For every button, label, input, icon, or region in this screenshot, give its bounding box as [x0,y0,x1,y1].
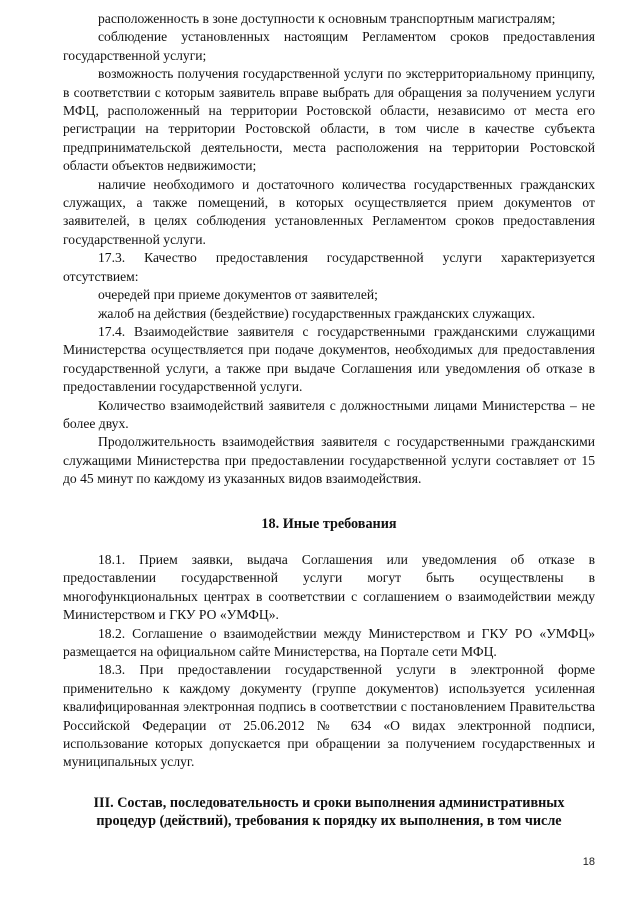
paragraph-transport: расположенность в зоне доступности к основным транспортным магистралям; [98,11,556,26]
paragraph-18-2: 18.2. Соглашение о взаимодействии между Министерством и ГКУ РО «УМФЦ» размещается на официальном сайте Министерства, на Портале сети МФЦ. [63,625,595,659]
page-number: 18 [582,856,595,868]
paragraph-17-3: 17.3. Качество предоставления государственной услуги характеризуется отсутствием: [63,250,595,284]
paragraph-extraterritorial: возможность получения государственной услуги по экстерриториальному принципу, в соответствии с которым заявитель вправе выбрать для обращения за получением услуги МФЦ, расположенный на территории Ростовской области, независимо от места его регистрации на территории Ростовской области, в том числе в качестве субъекта предпринимательской деятельности, места расположения на территории Ростовской области объектов недвижимости; [63,66,595,174]
paragraph-deadlines: соблюдение установленных настоящим Регламентом сроков предоставления государственной услуги; [63,29,595,63]
paragraph-queues: очередей при приеме документов от заявителей; [98,287,378,303]
paragraph-complaints: жалоб на действия (бездействие) государственных гражданских служащих. [98,305,536,321]
paragraph-17-4: 17.4. Взаимодействие заявителя с государственными гражданскими служащими Министерства осуществляется при подаче документов, необходимых для предоставления государственной услуги, а также при выдаче Соглашения или уведомления об отказе в предоставлении государственной услуги. [63,323,595,395]
paragraph-interaction-count: Количество взаимодействий заявителя с должностными лицами Министерства – не более двух. [63,397,595,431]
part-3-heading: III. Состав, последовательность и сроки выполнения административных процедур (действий), требования к порядку их выполнения, в том числе [93,794,565,830]
paragraph-18-1: 18.1. Прием заявки, выдача Соглашения или уведомления об отказе в предоставлении государственной услуги могут быть осуществлены в многофункциональных центрах в соответствии с соглашением о взаимодействии между Министерством и ГКУ РО «УМФЦ». [63,551,595,623]
paragraph-interaction-duration: Продолжительность взаимодействия заявителя с государственными гражданскими служащими Министерства при предоставлении государственной услуги составляет от 15 до 45 минут по каждому из указанных видов взаимодействия. [63,434,595,487]
paragraph-18-3: 18.3. При предоставлении государственной услуги в электронной форме применительно к каждому документу (группе документов) используется усиленная квалифицированная электронная подпись в соответствии с постановлением Правительства Российской Федерации от 25.06.2012 № 634 «О видах электронной подписи, использование которых допускается при обращении за получением государственных и муниципальных услуг. [63,662,595,770]
document-body [63,10,595,831]
paragraph-staff: наличие необходимого и достаточного количества государственных гражданских служащих, а также помещений, в которых осуществляется прием документов от заявителей, в целях соблюдения установленных Регламентом сроков предоставления государственной услуги. [63,176,595,247]
section-18-heading: 18. Иные требования [261,515,397,532]
